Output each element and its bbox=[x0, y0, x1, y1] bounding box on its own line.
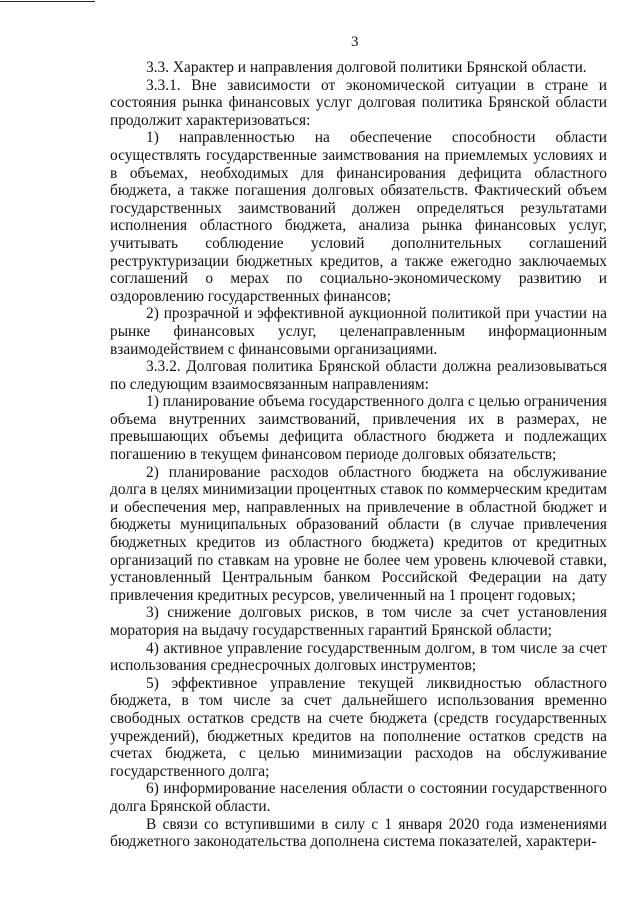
list-item-4b: 4) активное управление государственным долгом, в том числе за счет использования среднесрочных долговых инструментов; bbox=[110, 639, 607, 675]
list-item-2b: 2) планирование расходов областного бюджета на обслуживание долга в целях минимизации процентных ставок по коммерческим кредитам и обеспечения мер, направленных на привлечение в областной бюджет и бюджеты муниципальных образований области (в случае привлечения бюджетных кредитов из областного бюджета) кредитов от кредитных организаций по ставкам на уровне не более чем уровень ключевой ставки, установленный Центральным банком Российской Федерации на дату привлечения кредитных ресурсов, увеличенный на 1 процент годовых; bbox=[110, 463, 607, 604]
paragraph-3-3-2: 3.3.2. Долговая политика Брянской области должна реализовываться по следующим взаимосвязанным направлениям: bbox=[110, 358, 607, 393]
list-item-6b: 6) информирование населения области о состоянии государственного долга Брянской области. bbox=[110, 780, 607, 815]
section-heading-3-3: 3.3. Характер и направления долговой политики Брянской области. bbox=[146, 59, 587, 76]
closing-paragraph: В связи со вступившими в силу с 1 января 2020 года изменениями бюджетного законодательства дополнена система показателей, характери- bbox=[110, 815, 607, 851]
paragraph-3-3-1: 3.3.1. Вне зависимости от экономической ситуации в стране и состояния рынка финансовых услуг долговая политика Брянской области продолжит характеризоваться: bbox=[110, 76, 607, 129]
page-number: 3 bbox=[351, 34, 359, 50]
document-body bbox=[110, 59, 607, 851]
list-item-5b: 5) эффективное управление текущей ликвидностью областного бюджета, в том числе за счет дальнейшего использования временно свободных остатков средств на счете бюджета (средств государственных учреждений), бюджетных кредитов на пополнение остатков средств на счетах бюджета, с целью минимизации расходов на обслуживание государственного долга; bbox=[110, 674, 607, 780]
list-item-3b: 3) снижение долговых рисков, в том числе за счет установления моратория на выдачу государственных гарантий Брянской области; bbox=[110, 604, 607, 639]
header-rule bbox=[0, 1, 95, 2]
list-item-1: 1) направленностью на обеспечение способности области осуществлять государственные заимствования на приемлемых условиях и в объемах, необходимых для финансирования дефицита областного бюджета, а также погашения долговых обязательств. Фактический объем государственных заимствований должен определяться результатами исполнения областного бюджета, анализа рынка финансовых услуг, учитывать соблюдение условий дополнительных соглашений реструктуризации бюджетных кредитов, а также ежегодно заключаемых соглашений о мерах по социально-экономическому развитию и оздоровлению государственных финансов; bbox=[110, 129, 607, 305]
list-item-1b: 1) планирование объема государственного долга с целью ограничения объема внутренних заимствований, привлечения их в размерах, не превышающих объемы дефицита областного бюджета и подлежащих погашению в текущем финансовом периоде долговых обязательств; bbox=[110, 393, 607, 464]
list-item-2: 2) прозрачной и эффективной аукционной политикой при участии на рынке финансовых услуг, целенаправленным информационным взаимодействием с финансовыми организациями. bbox=[110, 305, 607, 358]
